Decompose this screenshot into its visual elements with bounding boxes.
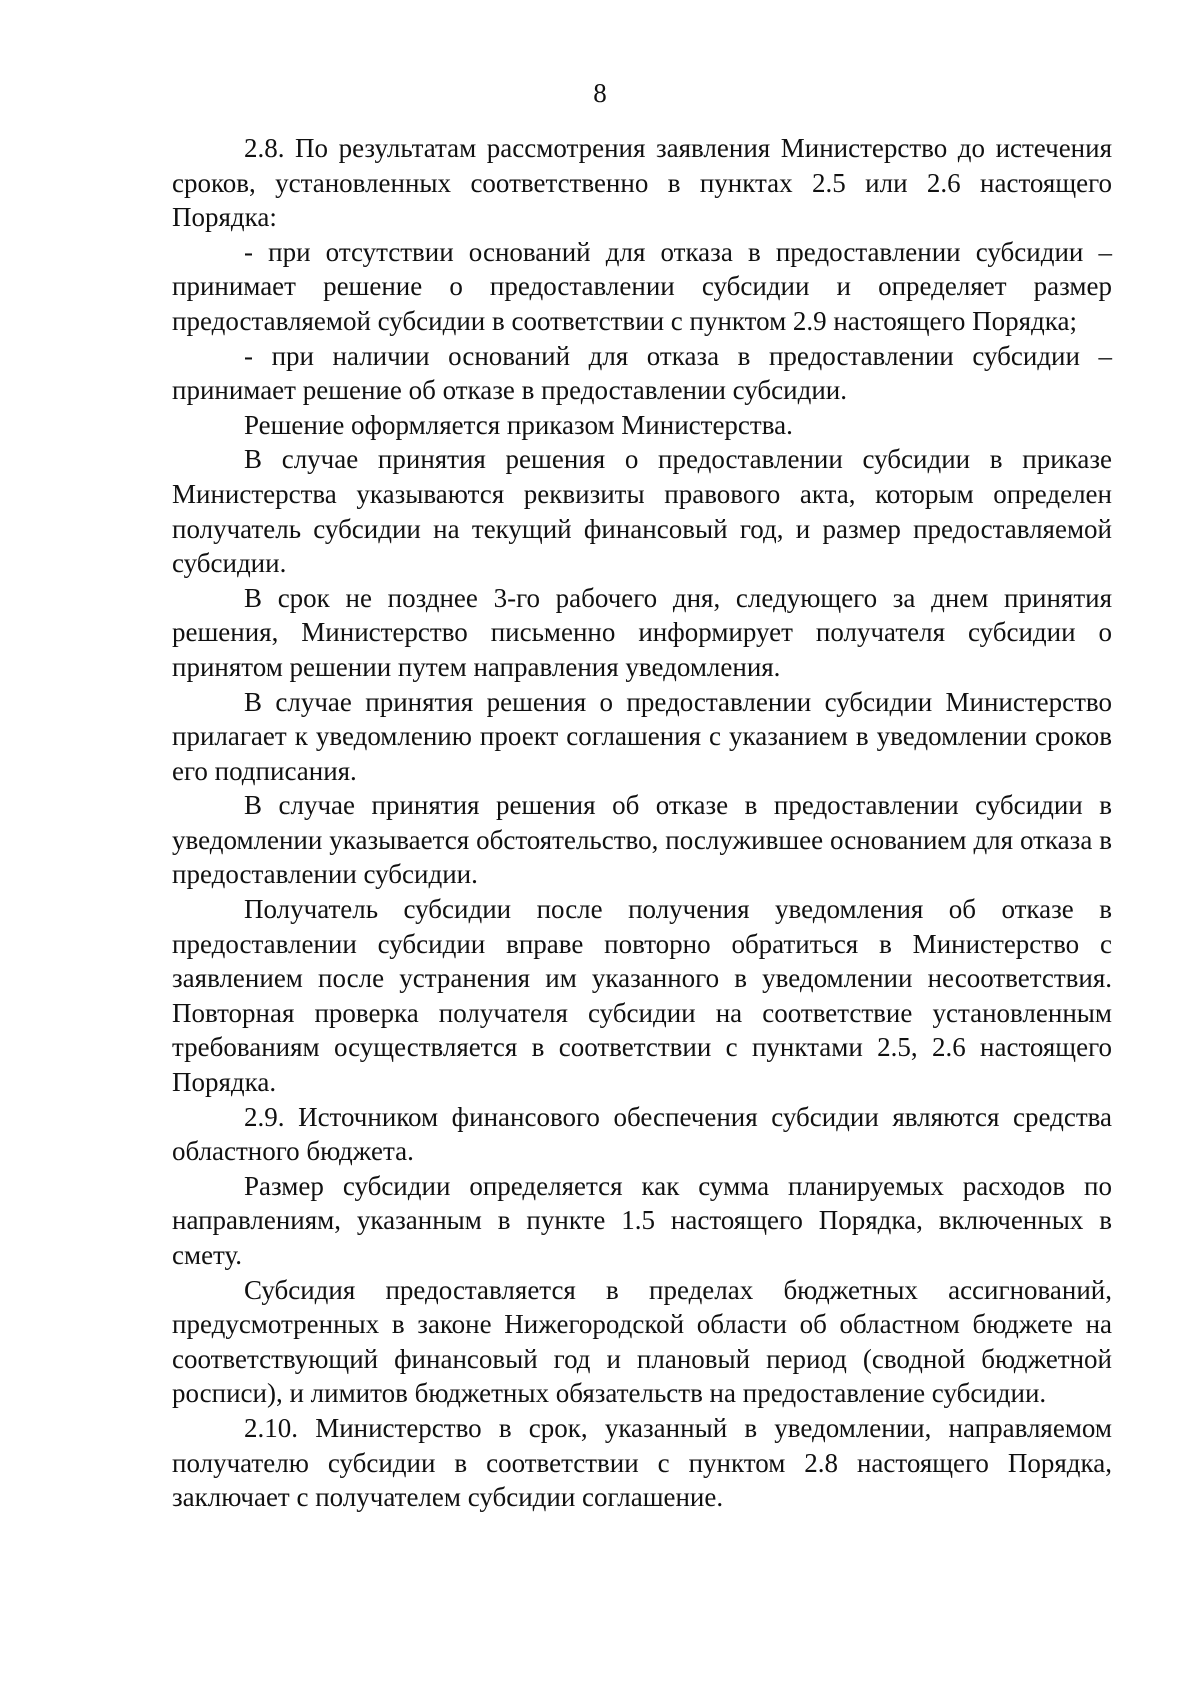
page-number: 8: [593, 78, 607, 108]
paragraph-grounds-for-refusal: - при наличии оснований для отказа в предоставлении субсидии – принимает решение об отказе в предоставлении субсидии.: [172, 340, 1112, 406]
paragraph-order-details: В случае принятия решения о предоставлении субсидии в приказе Министерства указываются реквизиты правового акта, которым определен получатель субсидии на текущий финансовый год, и размер предоставляемой субсидии.: [172, 444, 1112, 579]
paragraph-refusal-notice: В случае принятия решения об отказе в предоставлении субсидии в уведомлении указывается обстоятельство, послужившее основанием для отказа в предоставлении субсидии.: [172, 790, 1112, 890]
document-body: [172, 131, 1112, 1515]
paragraph-subsidy-amount: Размер субсидии определяется как сумма планируемых расходов по направлениям, указанным в пункте 1.5 настоящего Порядка, включенных в смету.: [172, 1170, 1112, 1270]
paragraph-budget-limits: Субсидия предоставляется в пределах бюджетных ассигнований, предусмотренных в законе Нижегородской области об областном бюджете на соответствующий финансовый год и плановый период (сводной бюджетной росписи), и лимитов бюджетных обязательств на предоставление субсидии.: [172, 1274, 1112, 1409]
paragraph-agreement-draft: В случае принятия решения о предоставлении субсидии Министерство прилагает к уведомлению проект соглашения с указанием в уведомлении сроков его подписания.: [172, 686, 1112, 786]
paragraph-no-grounds-for-refusal: - при отсутствии оснований для отказа в предоставлении субсидии – принимает решение о предоставлении субсидии и определяет размер предоставляемой субсидии в соответствии с пунктом 2.9 настоящего Порядка;: [172, 236, 1112, 336]
paragraph-2-9-funding-source: 2.9. Источником финансового обеспечения субсидии являются средства областного бюджета.: [172, 1101, 1112, 1167]
paragraph-notification-deadline: В срок не позднее 3-го рабочего дня, следующего за днем принятия решения, Министерство письменно информирует получателя субсидии о принятом решении путем направления уведомления.: [172, 582, 1112, 682]
paragraph-reapplication: Получатель субсидии после получения уведомления об отказе в предоставлении субсидии вправе повторно обратиться в Министерство с заявлением после устранения им указанного в уведомлении несоответствия. Повторная проверка получателя субсидии на соответствие установленным требованиям осуществляется в соответствии с пунктами 2.5, 2.6 настоящего Порядка.: [172, 894, 1112, 1098]
paragraph-2-8-intro: 2.8. По результатам рассмотрения заявления Министерство до истечения сроков, установленных соответственно в пунктах 2.5 или 2.6 настоящего Порядка:: [172, 133, 1112, 233]
paragraph-2-10-agreement: 2.10. Министерство в срок, указанный в уведомлении, направляемом получателю субсидии в соответствии с пунктом 2.8 настоящего Порядка, заключает с получателем субсидии соглашение.: [172, 1412, 1112, 1513]
paragraph-decision-order: Решение оформляется приказом Министерства.: [244, 409, 793, 440]
